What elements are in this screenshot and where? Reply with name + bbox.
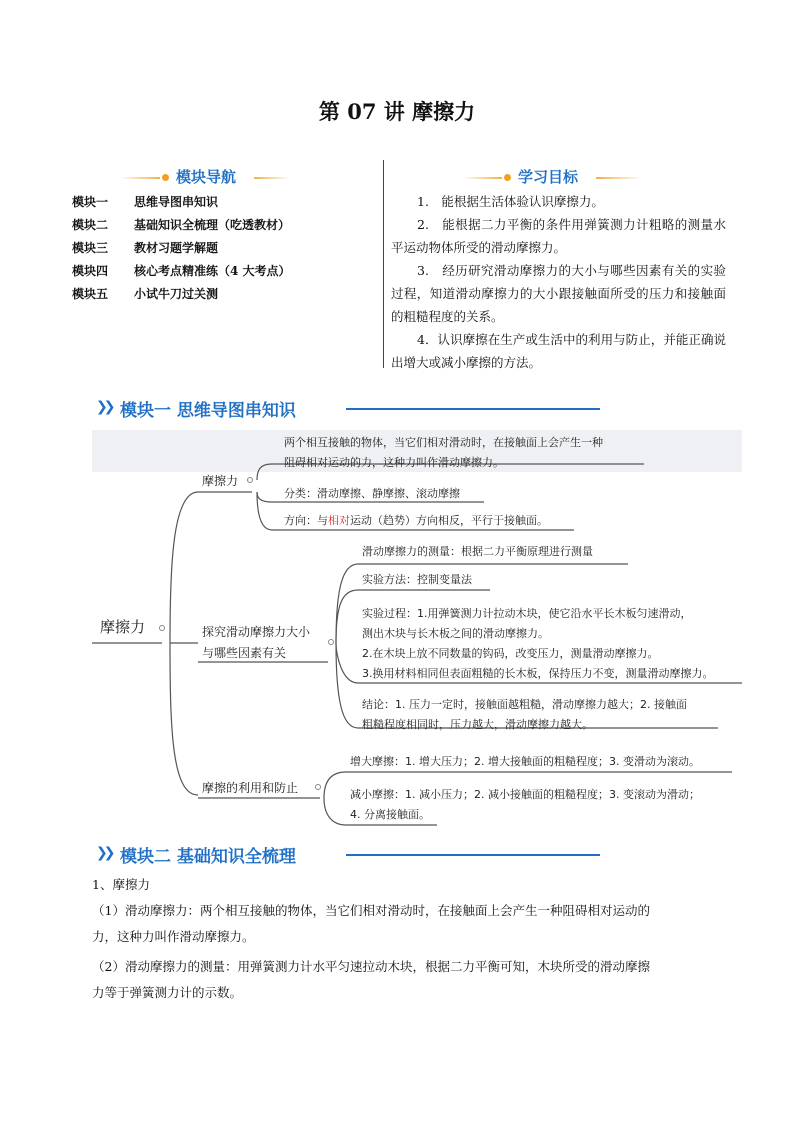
b2-process-2: 测出木块与长木板之间的滑动摩擦力。 <box>362 627 549 640</box>
branch-friction: 摩擦力 <box>202 474 239 488</box>
module1-heading: 模块一 思维导图串知识 <box>120 401 296 421</box>
goals-heading-bar <box>462 166 642 190</box>
module2-heading-bar <box>96 842 600 868</box>
nav-heading: 模块导航 <box>176 168 237 186</box>
module2-rule <box>346 854 600 856</box>
branch-explore-line1: 探究滑动摩擦力大小 <box>202 625 311 639</box>
b3-decrease-1: 减小摩擦：1. 减小压力；2. 减小接触面的粗糙程度；3. 变滚动为滑动； <box>350 788 700 801</box>
mind-map <box>92 430 742 830</box>
para-sliding-friction-2: 力，这种力叫作滑动摩擦力。 <box>92 929 255 944</box>
nav-item-5: 模块五 小试牛刀过关测 <box>72 287 219 301</box>
para-measurement-2: 力等于弹簧测力计的示数。 <box>92 985 243 1000</box>
b1-classification: 分类：滑动摩擦、静摩擦、滚动摩擦 <box>284 487 460 500</box>
mind-map-root: 摩擦力 <box>100 618 146 636</box>
goal-2: 2. 能根据二力平衡的条件用弹簧测力计粗略的测量水平运动物体所受的滑动摩擦力。 <box>391 217 726 255</box>
b2-conclusion-1: 结论：1. 压力一定时，接触面越粗糙，滑动摩擦力越大；2. 接触面 <box>362 698 687 711</box>
nav-item-2: 模块二 基础知识全梳理（吃透教材） <box>72 218 291 232</box>
goal-4: 4．认识摩擦在生产或生活中的利用与防止，并能正确说出增大或减小摩擦的方法。 <box>391 332 726 370</box>
b1-direction: 方向：与相对运动（趋势）方向相反，平行于接触面。 <box>284 514 548 527</box>
section-1-heading: 1、摩擦力 <box>92 877 150 892</box>
b2-process-3: 2.在木块上放不同数量的钩码，改变压力，测量滑动摩擦力。 <box>362 647 659 660</box>
nav-heading-right-line <box>254 177 290 179</box>
nav-heading-bar <box>120 166 290 190</box>
para-sliding-friction-1: （1）滑动摩擦力：两个相互接触的物体，当它们相对滑动时，在接触面上会产生一种阻碍相对运动的 <box>92 903 650 918</box>
para-measurement-1: （2）滑动摩擦力的测量：用弹簧测力计水平匀速拉动木块，根据二力平衡可知，木块所受的滑动摩擦 <box>92 959 650 974</box>
nav-heading-dot <box>162 174 169 181</box>
b1-definition-line1: 两个相互接触的物体，当它们相对滑动时，在接触面上会产生一种 <box>284 436 603 449</box>
module2-heading: 模块二 基础知识全梳理 <box>120 847 296 867</box>
double-chevron-icon: ❯❯ <box>96 845 112 861</box>
nav-heading-left-line <box>120 177 160 179</box>
b1-definition-line2: 阻碍相对运动的力，这种力叫作滑动摩擦力。 <box>284 456 504 469</box>
nav-item-3: 模块三 教材习题学解题 <box>72 241 219 255</box>
goals-heading: 学习目标 <box>518 168 579 186</box>
page-title: 第 07 讲 摩擦力 <box>318 99 476 124</box>
goal-3: 3. 经历研究滑动摩擦力的大小与哪些因素有关的实验过程，知道滑动摩擦力的大小跟接触面所受的压力和接触面的粗糙程度的关系。 <box>391 263 726 324</box>
nav-item-4: 模块四 核心考点精准练（4 大考点） <box>72 264 291 278</box>
b3-increase: 增大摩擦：1. 增大压力；2. 增大接触面的粗糙程度；3. 变滑动为滚动。 <box>350 755 700 768</box>
branch-use-prevent: 摩擦的利用和防止 <box>202 781 299 795</box>
b2-process-1: 实验过程：1.用弹簧测力计拉动木块，使它沿水平长木板匀速滑动， <box>362 607 692 620</box>
b2-measurement: 滑动摩擦力的测量：根据二力平衡原理进行测量 <box>362 545 593 558</box>
module1-rule <box>346 408 600 410</box>
nav-item-1: 模块一 思维导图串知识 <box>72 195 219 209</box>
double-chevron-icon: ❯❯ <box>96 399 112 415</box>
b2-conclusion-2: 粗糙程度相同时，压力越大，滑动摩擦力越大。 <box>362 718 593 731</box>
b2-method: 实验方法：控制变量法 <box>362 573 472 586</box>
goal-1: 1. 能根据生活体验认识摩擦力。 <box>417 194 604 209</box>
b2-process-4: 3.换用材料相同但表面粗糙的长木板，保持压力不变，测量滑动摩擦力。 <box>362 667 714 680</box>
goals-heading-dot <box>504 174 511 181</box>
column-divider <box>383 160 384 368</box>
module1-heading-bar <box>96 396 600 422</box>
branch-explore-line2: 与哪些因素有关 <box>202 646 287 660</box>
goals-heading-right-line <box>596 177 642 179</box>
goals-heading-left-line <box>462 177 502 179</box>
b3-decrease-2: 4. 分离接触面。 <box>350 808 430 821</box>
